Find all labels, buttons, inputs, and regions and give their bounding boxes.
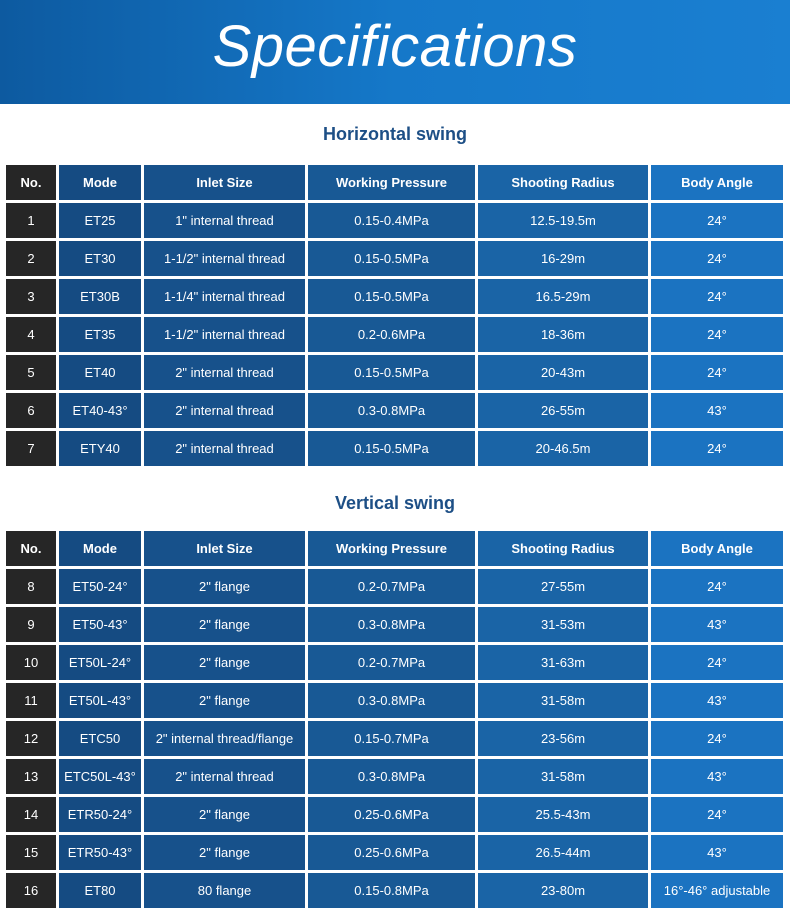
cell-shooting-radius: 23-80m	[478, 873, 648, 908]
cell-body-angle: 24°	[651, 241, 783, 276]
cell-mode: ET40	[59, 355, 141, 390]
cell-no: 9	[6, 607, 56, 642]
header-mode: Mode	[59, 531, 141, 566]
header-shooting-radius: Shooting Radius	[478, 531, 648, 566]
header-body-angle: Body Angle	[651, 165, 783, 200]
header-shooting-radius: Shooting Radius	[478, 165, 648, 200]
cell-inlet-size: 1-1/2" internal thread	[144, 317, 305, 352]
header-mode: Mode	[59, 165, 141, 200]
cell-mode: ET25	[59, 203, 141, 238]
cell-no: 7	[6, 431, 56, 466]
header-inlet-size: Inlet Size	[144, 165, 305, 200]
horizontal-swing-title: Horizontal swing	[323, 124, 467, 144]
cell-shooting-radius: 20-43m	[478, 355, 648, 390]
cell-inlet-size: 80 flange	[144, 873, 305, 908]
vertical-swing-title: Vertical swing	[334, 493, 456, 513]
cell-body-angle: 24°	[651, 431, 783, 466]
cell-no: 2	[6, 241, 56, 276]
cell-working-pressure: 0.3-0.8MPa	[308, 607, 475, 642]
cell-shooting-radius: 27-55m	[478, 569, 648, 604]
cell-body-angle: 24°	[651, 721, 783, 756]
cell-no: 16	[6, 873, 56, 908]
header-body-angle: Body Angle	[651, 531, 783, 566]
cell-working-pressure: 0.15-0.4MPa	[308, 203, 475, 238]
cell-working-pressure: 0.15-0.7MPa	[308, 721, 475, 756]
cell-shooting-radius: 20-46.5m	[478, 431, 648, 466]
cell-shooting-radius: 31-53m	[478, 607, 648, 642]
cell-working-pressure: 0.2-0.7MPa	[308, 569, 475, 604]
cell-mode: ET80	[59, 873, 141, 908]
cell-body-angle: 43°	[651, 683, 783, 718]
cell-mode: ETC50	[59, 721, 141, 756]
cell-body-angle: 16°-46° adjustable	[651, 873, 783, 908]
cell-mode: ET50-24°	[59, 569, 141, 604]
cell-mode: ET50-43°	[59, 607, 141, 642]
cell-shooting-radius: 26-55m	[478, 393, 648, 428]
cell-shooting-radius: 23-56m	[478, 721, 648, 756]
cell-no: 6	[6, 393, 56, 428]
cell-body-angle: 24°	[651, 645, 783, 680]
cell-mode: ET50L-43°	[59, 683, 141, 718]
cell-shooting-radius: 26.5-44m	[478, 835, 648, 870]
cell-body-angle: 24°	[651, 279, 783, 314]
cell-no: 11	[6, 683, 56, 718]
cell-inlet-size: 1-1/2" internal thread	[144, 241, 305, 276]
cell-mode: ETR50-43°	[59, 835, 141, 870]
cell-shooting-radius: 16-29m	[478, 241, 648, 276]
cell-inlet-size: 2" internal thread/flange	[144, 721, 305, 756]
header-working-pressure: Working Pressure	[308, 531, 475, 566]
cell-working-pressure: 0.3-0.8MPa	[308, 393, 475, 428]
cell-body-angle: 24°	[651, 797, 783, 832]
cell-inlet-size: 2" internal thread	[144, 431, 305, 466]
cell-working-pressure: 0.15-0.5MPa	[308, 241, 475, 276]
cell-no: 3	[6, 279, 56, 314]
header-no: No.	[6, 531, 56, 566]
header-inlet-size: Inlet Size	[144, 531, 305, 566]
cell-no: 5	[6, 355, 56, 390]
cell-working-pressure: 0.2-0.6MPa	[308, 317, 475, 352]
cell-no: 4	[6, 317, 56, 352]
cell-working-pressure: 0.3-0.8MPa	[308, 759, 475, 794]
cell-mode: ET30B	[59, 279, 141, 314]
cell-working-pressure: 0.3-0.8MPa	[308, 683, 475, 718]
cell-mode: ET35	[59, 317, 141, 352]
cell-inlet-size: 2" internal thread	[144, 393, 305, 428]
cell-no: 14	[6, 797, 56, 832]
cell-working-pressure: 0.2-0.7MPa	[308, 645, 475, 680]
cell-no: 13	[6, 759, 56, 794]
cell-inlet-size: 2" flange	[144, 797, 305, 832]
cell-shooting-radius: 25.5-43m	[478, 797, 648, 832]
cell-mode: ET50L-24°	[59, 645, 141, 680]
cell-no: 1	[6, 203, 56, 238]
cell-no: 15	[6, 835, 56, 870]
cell-shooting-radius: 16.5-29m	[478, 279, 648, 314]
cell-shooting-radius: 18-36m	[478, 317, 648, 352]
cell-body-angle: 24°	[651, 203, 783, 238]
cell-inlet-size: 2" flange	[144, 645, 305, 680]
cell-body-angle: 24°	[651, 569, 783, 604]
cell-working-pressure: 0.15-0.5MPa	[308, 431, 475, 466]
cell-mode: ETY40	[59, 431, 141, 466]
cell-shooting-radius: 31-58m	[478, 759, 648, 794]
cell-no: 10	[6, 645, 56, 680]
cell-inlet-size: 1-1/4" internal thread	[144, 279, 305, 314]
cell-body-angle: 24°	[651, 317, 783, 352]
cell-body-angle: 43°	[651, 835, 783, 870]
cell-inlet-size: 2" internal thread	[144, 355, 305, 390]
horizontal-swing-table	[6, 165, 784, 466]
cell-inlet-size: 2" flange	[144, 607, 305, 642]
cell-working-pressure: 0.25-0.6MPa	[308, 797, 475, 832]
cell-mode: ETR50-24°	[59, 797, 141, 832]
cell-body-angle: 43°	[651, 607, 783, 642]
cell-no: 8	[6, 569, 56, 604]
cell-inlet-size: 2" internal thread	[144, 759, 305, 794]
cell-no: 12	[6, 721, 56, 756]
header-no: No.	[6, 165, 56, 200]
cell-inlet-size: 1" internal thread	[144, 203, 305, 238]
cell-inlet-size: 2" flange	[144, 835, 305, 870]
cell-working-pressure: 0.15-0.8MPa	[308, 873, 475, 908]
cell-body-angle: 43°	[651, 759, 783, 794]
page-title: Specifications	[212, 13, 578, 79]
cell-shooting-radius: 31-58m	[478, 683, 648, 718]
cell-mode: ET40-43°	[59, 393, 141, 428]
cell-shooting-radius: 12.5-19.5m	[478, 203, 648, 238]
vertical-swing-table	[6, 531, 784, 908]
cell-working-pressure: 0.15-0.5MPa	[308, 279, 475, 314]
cell-inlet-size: 2" flange	[144, 683, 305, 718]
cell-body-angle: 43°	[651, 393, 783, 428]
cell-body-angle: 24°	[651, 355, 783, 390]
specifications-banner	[0, 0, 790, 104]
header-working-pressure: Working Pressure	[308, 165, 475, 200]
cell-working-pressure: 0.15-0.5MPa	[308, 355, 475, 390]
cell-shooting-radius: 31-63m	[478, 645, 648, 680]
cell-mode: ET30	[59, 241, 141, 276]
cell-inlet-size: 2" flange	[144, 569, 305, 604]
cell-working-pressure: 0.25-0.6MPa	[308, 835, 475, 870]
cell-mode: ETC50L-43°	[59, 759, 141, 794]
